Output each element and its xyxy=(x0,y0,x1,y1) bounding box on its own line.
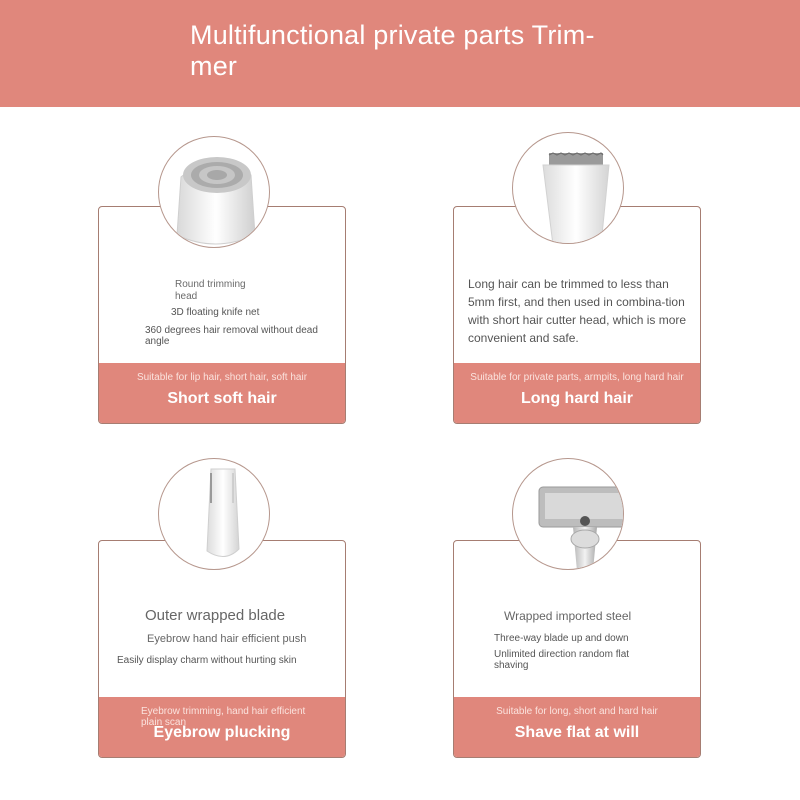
card-footer xyxy=(454,363,700,423)
card-title: Long hard hair xyxy=(521,390,633,407)
card-subtitle: Eyebrow trimming, hand hair efficient plain scan xyxy=(141,706,306,728)
feature-round-head: Round trimming head xyxy=(175,279,246,302)
feature-knife-net: 3D floating knife net xyxy=(171,307,260,318)
card-eyebrow-plucking xyxy=(98,540,346,758)
card-shave-flat xyxy=(453,540,701,758)
feature-line-2: Unlimited direction random flat shaving xyxy=(494,649,630,671)
round-trimmer-head-icon xyxy=(158,136,270,248)
long-hair-trimmer-head-icon xyxy=(512,132,624,244)
card-title: Eyebrow plucking xyxy=(153,724,291,741)
feature-heading: Outer wrapped blade xyxy=(145,607,286,624)
eyebrow-blade-icon xyxy=(158,458,270,570)
feature-heading: Wrapped imported steel xyxy=(504,609,632,623)
feature-360: 360 degrees hair removal without dead angle xyxy=(145,325,318,347)
card-title: Shave flat at will xyxy=(514,724,640,741)
header-banner xyxy=(0,0,800,107)
card-footer xyxy=(99,697,345,757)
shaver-head-icon xyxy=(512,458,624,570)
card-description: Long hair can be trimmed to less than 5mm first, and then used in combina-tion with short hair cutter head, which is more convenient and safe. xyxy=(468,277,687,345)
card-footer xyxy=(99,363,345,423)
card-subtitle: Suitable for lip hair, short hair, soft hair xyxy=(136,372,308,383)
card-title: Short soft hair xyxy=(167,390,277,407)
feature-line-2: Easily display charm without hurting skin xyxy=(117,655,297,666)
card-subtitle: Suitable for long, short and hard hair xyxy=(496,706,658,717)
card-footer xyxy=(454,697,700,757)
feature-line-1: Three-way blade up and down xyxy=(494,633,629,644)
page-title: Multifunctional private parts Trim-mer xyxy=(190,20,595,81)
feature-line-1: Eyebrow hand hair efficient push xyxy=(147,633,307,645)
card-subtitle: Suitable for private parts, armpits, long hard hair xyxy=(470,372,684,383)
